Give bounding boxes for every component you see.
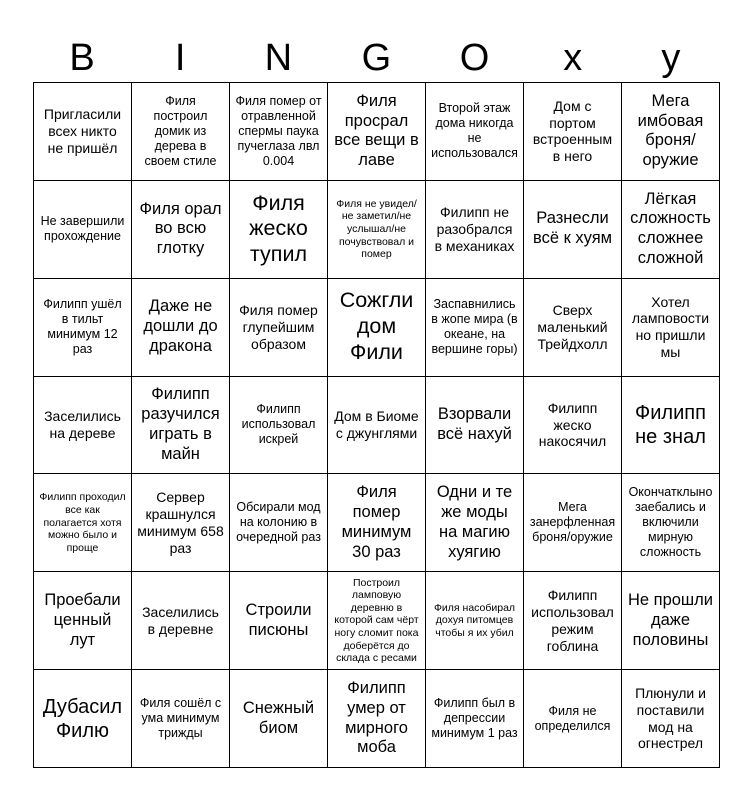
- bingo-cell[interactable]: Проебали ценный лут: [34, 572, 132, 670]
- bingo-cell[interactable]: Заселились на дереве: [34, 377, 132, 475]
- bingo-cell[interactable]: Филипп проходил все как полагается хотя можно было и проще: [34, 474, 132, 572]
- bingo-cell[interactable]: Сожгли дом Фили: [328, 279, 426, 377]
- bingo-cell[interactable]: Заселились в деревне: [132, 572, 230, 670]
- bingo-cell[interactable]: Обсирали мод на колонию в очередной раз: [230, 474, 328, 572]
- bingo-cell[interactable]: Филя не определился: [524, 670, 622, 768]
- header-letter-i: I: [174, 37, 186, 79]
- bingo-cell[interactable]: Филя помер глупейшим образом: [230, 279, 328, 377]
- bingo-cell[interactable]: Мега занерфленная броня/оружие: [524, 474, 622, 572]
- bingo-cell[interactable]: Даже не дошли до дракона: [132, 279, 230, 377]
- bingo-cell[interactable]: Не прошли даже половины: [622, 572, 720, 670]
- bingo-grid: [33, 82, 720, 768]
- bingo-cell[interactable]: Филипп использовал искрей: [230, 377, 328, 475]
- header-letter-x: x: [563, 37, 583, 79]
- bingo-cell[interactable]: Лёгкая сложность сложнее сложной: [622, 181, 720, 279]
- bingo-cell[interactable]: Мега имбовая броня/ оружие: [622, 83, 720, 181]
- bingo-cell[interactable]: Филя не увидел/не заметил/не услышал/не почувствовал и помер: [328, 181, 426, 279]
- bingo-cell[interactable]: Дом в Биоме с джунглями: [328, 377, 426, 475]
- bingo-cell[interactable]: Построил ламповую деревню в которой сам чёрт ногу сломит пока доберётся до склада с ресами: [328, 572, 426, 670]
- bingo-cell[interactable]: Снежный биом: [230, 670, 328, 768]
- bingo-cell[interactable]: Филипп использовал режим гоблина: [524, 572, 622, 670]
- bingo-cell[interactable]: Одни и те же моды на магию хуягию: [426, 474, 524, 572]
- header-letter-g: G: [361, 37, 392, 79]
- header-letter-o: O: [459, 37, 490, 79]
- bingo-cell[interactable]: Заспавнились в жопе мира (в океане, на вершине горы): [426, 279, 524, 377]
- bingo-cell[interactable]: Окончатклыно заебались и включили мирную сложность: [622, 474, 720, 572]
- bingo-cell[interactable]: Дом с портом встроенным в него: [524, 83, 622, 181]
- bingo-cell[interactable]: Филя помер минимум 30 раз: [328, 474, 426, 572]
- header-letter-y: y: [661, 37, 681, 79]
- bingo-cell[interactable]: Разнесли всё к хуям: [524, 181, 622, 279]
- header-letter-n: N: [264, 37, 293, 79]
- bingo-cell[interactable]: Филипп разучился играть в майн: [132, 377, 230, 475]
- bingo-cell[interactable]: Филипп ушёл в тильт минимум 12 раз: [34, 279, 132, 377]
- bingo-cell[interactable]: Филя насобирал дохуя питомцев чтобы я их убил: [426, 572, 524, 670]
- bingo-cell[interactable]: Сверх маленький Трейдхолл: [524, 279, 622, 377]
- bingo-cell[interactable]: Филипп жеско накосячил: [524, 377, 622, 475]
- bingo-cell[interactable]: Филя просрал все вещи в лаве: [328, 83, 426, 181]
- bingo-cell[interactable]: Дубасил Филю: [34, 670, 132, 768]
- bingo-cell[interactable]: Филипп не разобрался в механиках: [426, 181, 524, 279]
- bingo-cell[interactable]: Хотел ламповости но пришли мы: [622, 279, 720, 377]
- header-letter-b: B: [69, 37, 95, 79]
- bingo-cell[interactable]: Плюнули и поставили мод на огнестрел: [622, 670, 720, 768]
- bingo-cell[interactable]: Строили писюны: [230, 572, 328, 670]
- bingo-cell[interactable]: Филипп был в депрессии минимум 1 раз: [426, 670, 524, 768]
- bingo-cell[interactable]: Филя построил домик из дерева в своем стиле: [132, 83, 230, 181]
- bingo-cell[interactable]: Филипп умер от мирного моба: [328, 670, 426, 768]
- bingo-cell[interactable]: Взорвали всё нахуй: [426, 377, 524, 475]
- bingo-cell[interactable]: Филя сошёл с ума минимум трижды: [132, 670, 230, 768]
- bingo-cell[interactable]: Не завершили прохождение: [34, 181, 132, 279]
- bingo-cell[interactable]: Пригласили всех никто не пришёл: [34, 83, 132, 181]
- bingo-cell[interactable]: Сервер крашнулся минимум 658 раз: [132, 474, 230, 572]
- bingo-header: [33, 34, 720, 82]
- bingo-cell[interactable]: Второй этаж дома никогда не использовался: [426, 83, 524, 181]
- bingo-cell[interactable]: Филя помер от отравленной спермы паука пучеглаза лвл 0.004: [230, 83, 328, 181]
- bingo-cell[interactable]: Филя жеско тупил: [230, 181, 328, 279]
- bingo-cell[interactable]: Филя орал во всю глотку: [132, 181, 230, 279]
- bingo-cell[interactable]: Филипп не знал: [622, 377, 720, 475]
